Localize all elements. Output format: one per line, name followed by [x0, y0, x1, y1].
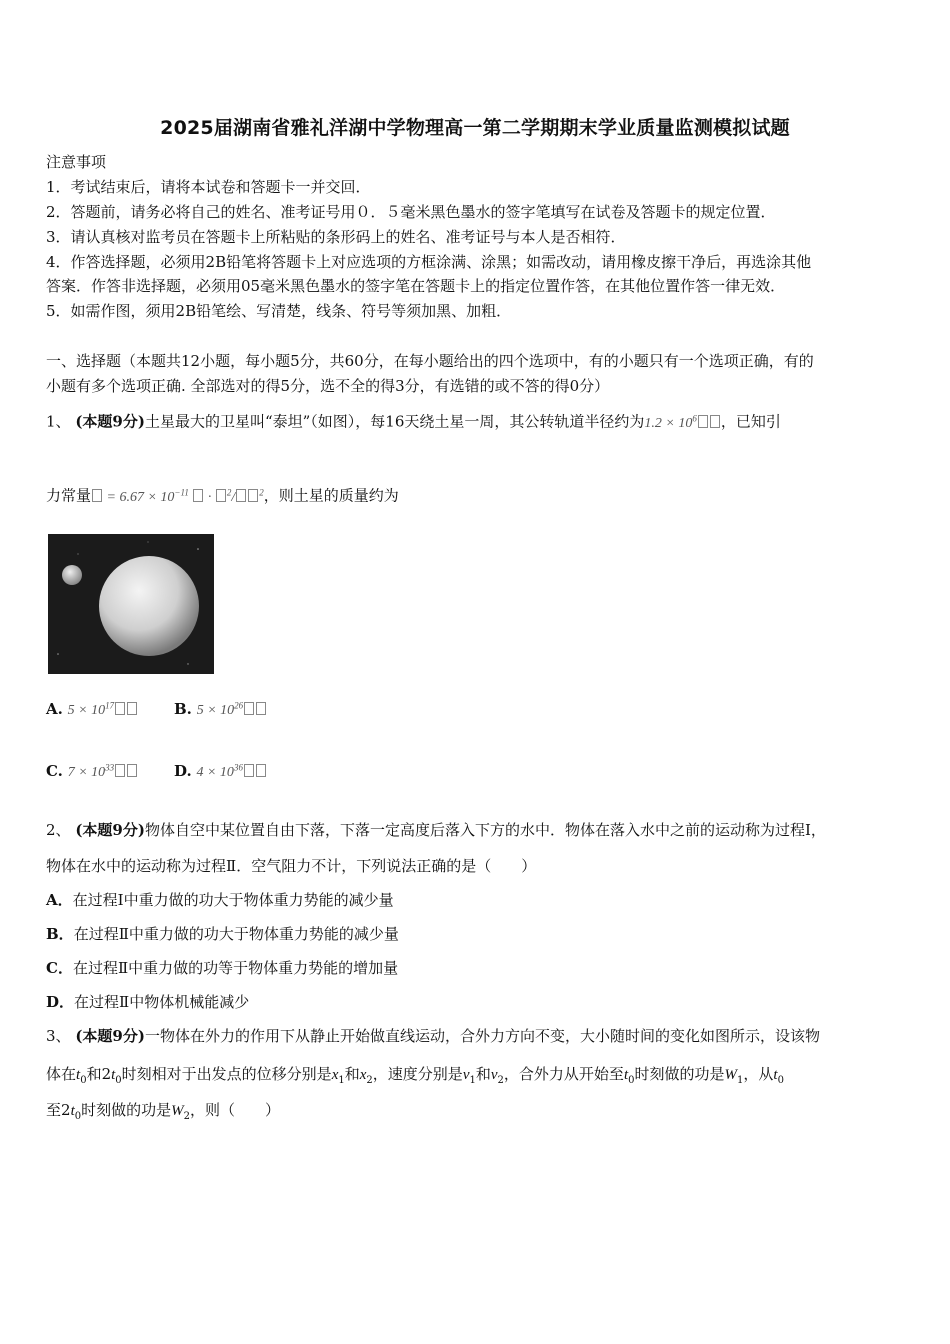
question-1-line-2 [46, 482, 399, 508]
question-text: 力常量 [46, 486, 92, 505]
option-d: D. $4 \times 10^{36}$ [174, 762, 267, 781]
question-text: ，已知引 [720, 412, 781, 431]
question-2-option-c: C．在过程Ⅱ中重力做的功等于物体重力势能的增加量 [46, 959, 399, 977]
question-3-line-2: 体在$t_0$和$2t_0$时刻相对于出发点的位移分别是$x_1$和$x_2$，速度分别是$v_1$和$v_2$，合外力从开始至$t_0$时刻做的功是$W_1$，从$t_0$ [46, 1065, 784, 1086]
question-3-line-1: 3、 (本题9分)一物体在外力的作用下从静止开始做直线运动，合外力方向不变，大小随时间的变化如图所示，设该物 [46, 1027, 820, 1045]
notice-item: 2．答题前，请务必将自己的姓名、准考证号用０．５毫米黑色墨水的签字笔填写在试卷及答题卡的规定位置． [46, 203, 776, 221]
notice-item: 5．如需作图，须用2B铅笔绘、写清楚，线条、符号等须加黑、加粗． [46, 302, 512, 320]
question-text: 土星最大的卫星叫“泰坦”（如图），每16天绕土星一周，其公转轨道半径约为 [144, 412, 645, 431]
question-2-option-a: A．在过程Ⅰ中重力做的功大于物体重力势能的减少量 [46, 891, 394, 909]
question-text: ，则土星的质量约为 [263, 486, 399, 505]
section-heading: 一、选择题（本题共12小题，每小题5分，共60分，在每小题给出的四个选项中，有的小题只有一个选项正确，有的 [46, 352, 814, 370]
notice-item: 答案．作答非选择题，必须用05毫米黑色墨水的签字笔在答题卡上的指定位置作答，在其他位置作答一律无效． [46, 277, 786, 295]
question-2-line-2: 物体在水中的运动称为过程Ⅱ．空气阻力不计，下列说法正确的是（ ） [46, 857, 537, 875]
option-a: A. $5 \times 10^{17}$ [46, 700, 138, 719]
page-title: 2025届湖南省雅礼洋湖中学物理高一第二学期期末学业质量监测模拟试题 [160, 117, 790, 139]
section-heading-cont: 小题有多个选项正确. 全部选对的得5分，选不全的得3分，有选错的或不答的得0分） [46, 377, 610, 395]
question-score: (本题9分) [75, 412, 145, 431]
question-1-line-1 [46, 408, 781, 434]
saturn-titan-image [48, 534, 214, 674]
notice-heading: 注意事项 [46, 153, 107, 171]
notice-item: 4．作答选择题，必须用2B铅笔将答题卡上对应选项的方框涂满、涂黑；如需改动，请用橡皮擦干净后，再选涂其他 [46, 253, 812, 271]
notice-item: 3．请认真核对监考员在答题卡上所粘贴的条形码上的姓名、准考证号与本人是否相符． [46, 228, 626, 246]
option-b: B. $5 \times 10^{26}$ [174, 700, 267, 719]
notice-item: 1．考试结束后，请将本试卷和答题卡一并交回． [46, 178, 371, 196]
question-2-line-1: 2、 (本题9分)物体自空中某位置自由下落，下落一定高度后落入下方的水中．物体在落入水中之前的运动称为过程Ⅰ， [46, 821, 826, 839]
radius-formula: $1.2 \times 10^6$ [644, 416, 720, 431]
gravity-constant-formula: = $6.67 \times 10^{-11} \cdot ^2/$ $^2$ [91, 490, 264, 505]
question-2-option-d: D．在过程Ⅱ中物体机械能减少 [46, 993, 250, 1011]
question-2-option-b: B．在过程Ⅱ中重力做的功大于物体重力势能的减少量 [46, 925, 399, 943]
question-3-line-3: 至$2t_0$时刻做的功是$W_2$，则（ ） [46, 1101, 281, 1122]
question-number: 1、 [46, 412, 71, 431]
option-c: C. $7 \times 10^{33}$ [46, 762, 138, 781]
